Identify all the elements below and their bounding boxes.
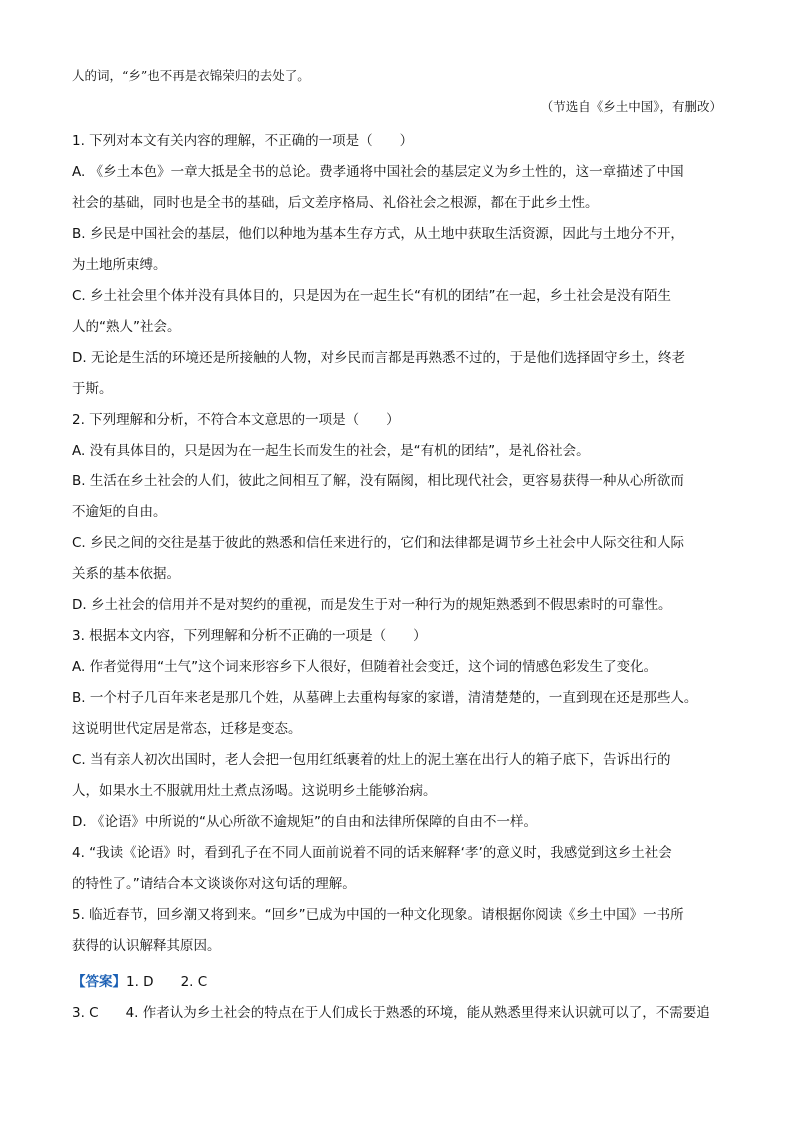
answer-line-1 xyxy=(72,972,722,992)
text-line: 为土地所束缚。 xyxy=(72,256,167,273)
text-line: C. 当有亲人初次出国时，老人会把一包用红纸裹着的灶上的泥土塞在出行人的箱子底下，告诉出行的 xyxy=(72,752,671,768)
text-line: 5. 临近春节，回乡潮又将到来。“回乡”已成为中国的一种文化现象。请根据你阅读《乡土中国》一书所 xyxy=(72,906,684,923)
text-line: 这说明世代定居是常态，迁移是变态。 xyxy=(72,721,302,737)
text-line: 1. 下列对本文有关内容的理解，不正确的一项是（ ） xyxy=(72,133,414,149)
text-line: B. 一个村子几百年来老是那几个姓，从墓碑上去重构每家的家谱，清清楚楚的，一直到现在还是那些人。 xyxy=(72,690,698,707)
text-line: A. 《乡土本色》一章大抵是全书的总论。费孝通将中国社会的基层定义为乡土性的，这一章描述了中国 xyxy=(72,163,684,180)
text-line: D. 无论是生活的环境还是所接触的人物，对乡民而言都是再熟悉不过的，于是他们选择固守乡土，终老 xyxy=(72,349,685,366)
text-line: B. 乡民是中国社会的基层，他们以种地为基本生存方式，从土地中获取生活资源，因此与土地分不开， xyxy=(72,225,684,242)
text-line: 4. “我读《论语》时，看到孔子在不同人面前说着不同的话来解释‘孝’的意义时，我感觉到这乡土社会 xyxy=(72,844,672,861)
text-line: A. 没有具体目的，只是因为在一起生长而发生的社会，是“有机的团结”，是礼俗社会。 xyxy=(72,442,590,459)
answer-tag: 【答案】 xyxy=(72,974,126,990)
text-line: C. 乡土社会里个体并没有具体目的，只是因为在一起生长“有机的团结”在一起，乡土社会是没有陌生 xyxy=(72,287,671,304)
text-line: 的特性了。”请结合本文谈谈你对这句话的理解。 xyxy=(72,875,356,892)
continued-paragraph: 人的词，“乡”也不再是衣锦荣归的去处了。 xyxy=(72,68,310,83)
text-line: 人的“熟人”社会。 xyxy=(72,318,181,335)
answer-line-2: 3. C 4. 作者认为乡土社会的特点在于人们成长于熟悉的环境，能从熟悉里得来认识就可以了，不需要追 xyxy=(72,1005,710,1021)
source-note: （节选自《乡土中国》，有删改） xyxy=(540,99,722,114)
text-line: 3. 根据本文内容，下列理解和分析不正确的一项是（ ） xyxy=(72,628,427,645)
answer-text-1: 1. D 2. C xyxy=(126,974,208,990)
text-line: D. 乡土社会的信用并不是对契约的重视，而是发生于对一种行为的规矩熟悉到不假思索时的可靠性。 xyxy=(72,597,672,614)
text-line: 获得的认识解释其原因。 xyxy=(72,937,221,954)
text-line: 人，如果水土不服就用灶土煮点汤喝。这说明乡土能够治病。 xyxy=(72,782,437,799)
text-line: 不逾矩的自由。 xyxy=(72,504,167,521)
text-line: D. 《论语》中所说的“从心所欲不逾规矩”的自由和法律所保障的自由不一样。 xyxy=(72,813,537,830)
text-line: A. 作者觉得用“土气”这个词来形容乡下人很好，但随着社会变迁，这个词的情感色彩发生了变化。 xyxy=(72,659,658,676)
text-line: 于斯。 xyxy=(72,380,113,397)
text-line: C. 乡民之间的交往是基于彼此的熟悉和信任来进行的，它们和法律都是调节乡土社会中人际交往和人际 xyxy=(72,535,685,552)
text-line: 关系的基本依据。 xyxy=(72,566,180,583)
text-line: 2. 下列理解和分析，不符合本文意思的一项是（ ） xyxy=(72,411,400,428)
text-line: B. 生活在乡土社会的人们，彼此之间相互了解，没有隔阂，相比现代社会，更容易获得一种从心所欲而 xyxy=(72,473,684,490)
text-line: 社会的基础，同时也是全书的基础，后文差序格局、礼俗社会之根源，都在于此乡土性。 xyxy=(72,194,599,211)
